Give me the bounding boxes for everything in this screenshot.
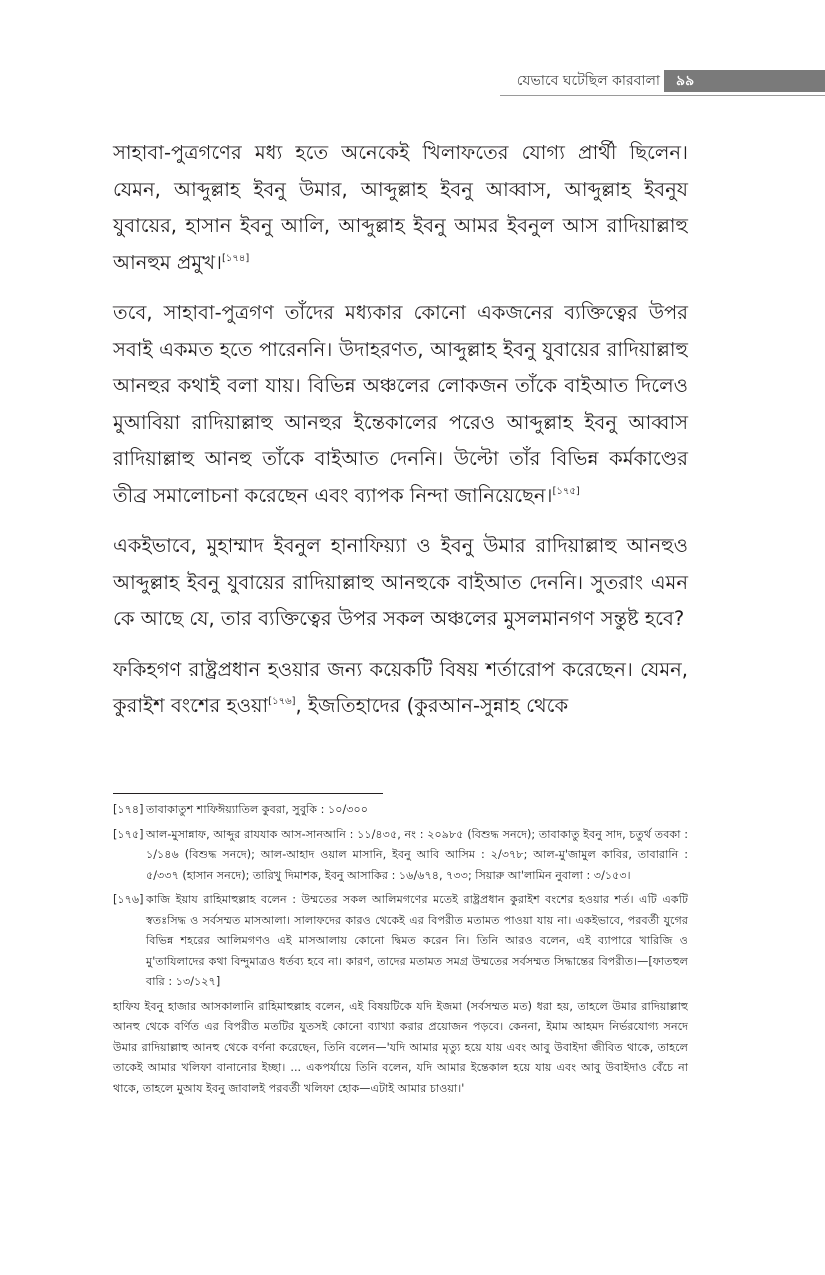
footnote-176-continuation: হাফিয ইবনু হাজার আসকালানি রাহিমাহুল্লাহ বলেন, এই বিষয়টিকে যদি ইজমা (সর্বসম্মত মত) ধরা হয়, তাহলে উমার রাদিয়াল্লাহু আনহু থেকে বর্ণিত এর বিপরীত মতটির যুতসই কোনো ব্যাখ্যা করার প্রয়োজন পড়বে। কেননা, ইমাম আহমদ নির্ভরযোগ্য সনদে উমার রাদিয়াল্লাহু আনহু থেকে বর্ণনা করেছেন, তিনি বলেন—'যদি আমার মৃত্যু হয়ে যায় এবং আবু উবাইদা জীবিত থাকে, তাহলে তাকেই আমার খলিফা বানানোর ইচ্ছা। ... একপর্যায়ে তিনি বলেন, যদি আমার ইন্তেকাল হয়ে যায় এবং আবু উবাইদাও বেঁচে না থাকে, তাহলে মুআয ইবনু জাবালই পরবর্তী খলিফা হোক—এটাই আমার চাওয়া।' — [113, 999, 688, 1095]
footnote-176 — [113, 890, 688, 993]
footnotes — [113, 800, 688, 1099]
running-header-title: যেভাবে ঘটেছিল কারবালা — [516, 73, 660, 89]
footnote-ref-176[interactable]: [১৭৬] — [268, 696, 296, 707]
footnote-number: [১৭৬] — [113, 893, 144, 906]
paragraph-3 — [113, 528, 688, 638]
footnote-text: আল-মুসান্নাফ, আব্দুর রাযযাক আস-সানআনি : ১১/৪৩৫, নং : ২০৯৮৫ (বিশুদ্ধ সনদে); তাবাকাতু ইবনু সাদ, চতুর্থ তবকা : ১/১৪৬ (বিশুদ্ধ সনদে); আল-আহাদ ওয়াল মাসানি, ইবনু আবি আসিম : ২/৩৭৮; আল-মু'জামুল কাবির, তাবারানি : ৫/৩৩৭ (হাসান সনদে); তারিখু দিমাশক, ইবনু আসাকির : ১৬/৬৭৪, ৭৩৩; সিয়ারু আ'লামিন নুবালা : ৩/১৫৩। — [146, 827, 688, 882]
paragraph-2 — [113, 295, 688, 514]
paragraph-text: ফকিহগণ রাষ্ট্রপ্রধান হওয়ার জন্য কয়েকটি বিষয় শর্তারোপ করেছেন। যেমন, কুরাইশ বংশের হওয়া — [113, 657, 688, 717]
paragraph-text-continued: , ইজতিহাদের (কুরআন-সুন্নাহ থেকে — [295, 694, 569, 717]
footnote-175 — [113, 825, 688, 887]
paragraph-1 — [113, 135, 688, 281]
page-number: ৯৯ — [664, 70, 825, 92]
footnote-text: তাবাকাতুশ শাফিঈয়্যাতিল কুবরা, সুবুকি : ১০/৩০০ — [146, 803, 369, 816]
footnote-174 — [113, 800, 688, 821]
footnote-ref-175[interactable]: [১৭৫] — [552, 485, 580, 497]
paragraph-4 — [113, 652, 688, 725]
paragraph-text: তবে, সাহাবা-পুত্রগণ তাঁদের মধ্যকার কোনো একজনের ব্যক্তিত্বের উপর সবাই একমত হতে পারেননি। উদাহরণত, আব্দুল্লাহ ইবনু যুবায়ের রাদিয়াল্লাহু আনহুর কথাই বলা যায়। বিভিন্ন অঞ্চলের লোকজন তাঁকে বাইআত দিলেও মুআবিয়া রাদিয়াল্লাহু আনহুর ইন্তেকালের পরেও আব্দুল্লাহ ইবনু আব্বাস রাদিয়াল্লাহু আনহু তাঁকে বাইআত দেননি। উল্টো তাঁর বিভিন্ন কর্মকাণ্ডের তীব্র সমালোচনা করেছেন এবং ব্যাপক নিন্দা জানিয়েছেন। — [113, 301, 688, 507]
running-header — [500, 70, 825, 92]
footnote-text: কাজি ইয়ায রাহিমাহুল্লাহ বলেন : উম্মতের সকল আলিমগণের মতেই রাষ্ট্রপ্রধান কুরাইশ বংশের হওয়ার শর্ত। এটি একটি স্বতঃসিদ্ধ ও সর্বসম্মত মাসআলা। সালাফদের কারও থেকেই এর বিপরীত মতামত পাওয়া যায় না। একইভাবে, পরবর্তী যুগের বিভিন্ন শহরের আলিমগণও এই মাসআলায় কোনো দ্বিমত করেন নি। তিনি আরও বলেন, এই ব্যাপারে খারিজি ও মু'তাযিলাদের কথা বিন্দুমাত্রও ধর্তব্য হবে না। কারণ, তাদের মতামত সমগ্র উম্মতের সর্বসম্মত সিদ্ধান্তের বিপরীত।—[ফাতহুল বারি : ১৩/১২৭] — [146, 893, 688, 988]
header-rule — [500, 95, 825, 96]
paragraph-text: একইভাবে, মুহাম্মাদ ইবনুল হানাফিয়্যা ও ইবনু উমার রাদিয়াল্লাহু আনহুও আব্দুল্লাহ ইবনু যুবায়ের রাদিয়াল্লাহু আনহুকে বাইআত দেননি। সুতরাং এমন কে আছে যে, তার ব্যক্তিত্বের উপর সকল অঞ্চলের মুসলমানগণ সন্তুষ্ট হবে? — [113, 534, 688, 630]
paragraph-text: সাহাবা-পুত্রগণের মধ্য হতে অনেকেই খিলাফতের যোগ্য প্রার্থী ছিলেন। যেমন, আব্দুল্লাহ ইবনু উমার, আব্দুল্লাহ ইবনু আব্বাস, আব্দুল্লাহ ইবনুয যুবায়ের, হাসান ইবনু আলি, আব্দুল্লাহ ইবনু আমর ইবনুল আস রাদিয়াল্লাহু আনহুম প্রমুখ। — [113, 141, 688, 274]
footnote-number: [১৭৪] — [113, 803, 144, 816]
footnote-ref-174[interactable]: [১৭৪] — [222, 252, 250, 264]
main-text — [113, 135, 688, 739]
footnote-divider — [113, 793, 383, 794]
footnote-number: [১৭৫] — [113, 827, 144, 841]
